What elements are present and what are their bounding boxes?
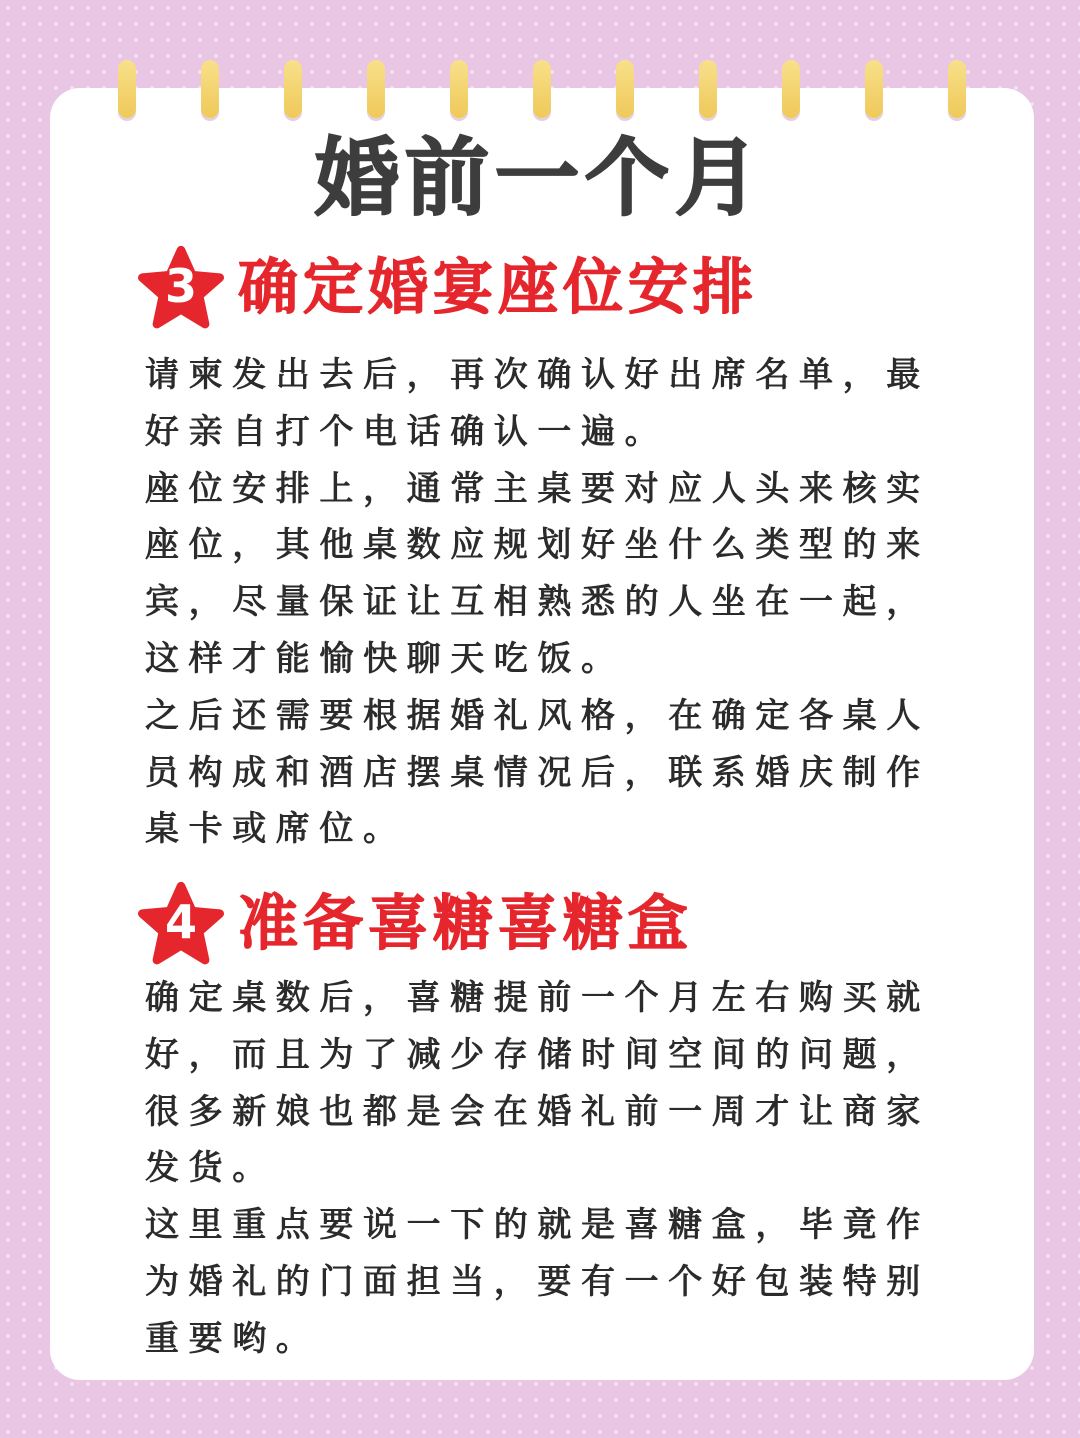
page-title: 婚前一个月 (314, 129, 765, 227)
section-body (145, 347, 955, 858)
section-header (138, 246, 758, 330)
section-header (138, 882, 693, 966)
paragraph: 这里重点要说一下的就是喜糖盒，毕竟作为婚礼的门面担当，要有一个好包装特别重要哟。 (145, 1205, 930, 1359)
star-badge-icon (138, 246, 224, 330)
paragraph: 确定桌数后，喜糖提前一个月左右购买就好，而且为了减少存储时间空间的问题，很多新娘也都是会在婚礼前一周才让商家发货。 (145, 978, 930, 1189)
section-number: 4 (164, 895, 197, 949)
section-body (145, 970, 955, 1368)
paragraph: 之后还需要根据婚礼风格，在确定各桌人员构成和酒店摆桌情况后，联系婚庆制作桌卡或席位。 (145, 695, 930, 850)
paragraph: 座位安排上，通常主桌要对应人头来核实座位，其他桌数应规划好坐什么类型的来宾，尽量保证让互相熟悉的人坐在一起，这样才能愉快聊天吃饭。 (145, 468, 930, 679)
paragraph: 请柬发出去后，再次确认好出席名单，最好亲自打个电话确认一遍。 (145, 355, 930, 452)
section-number: 3 (164, 259, 197, 313)
section-heading: 确定婚宴座位安排 (238, 253, 758, 323)
star-badge-icon (138, 882, 224, 966)
section-heading: 准备喜糖喜糖盒 (238, 889, 693, 959)
